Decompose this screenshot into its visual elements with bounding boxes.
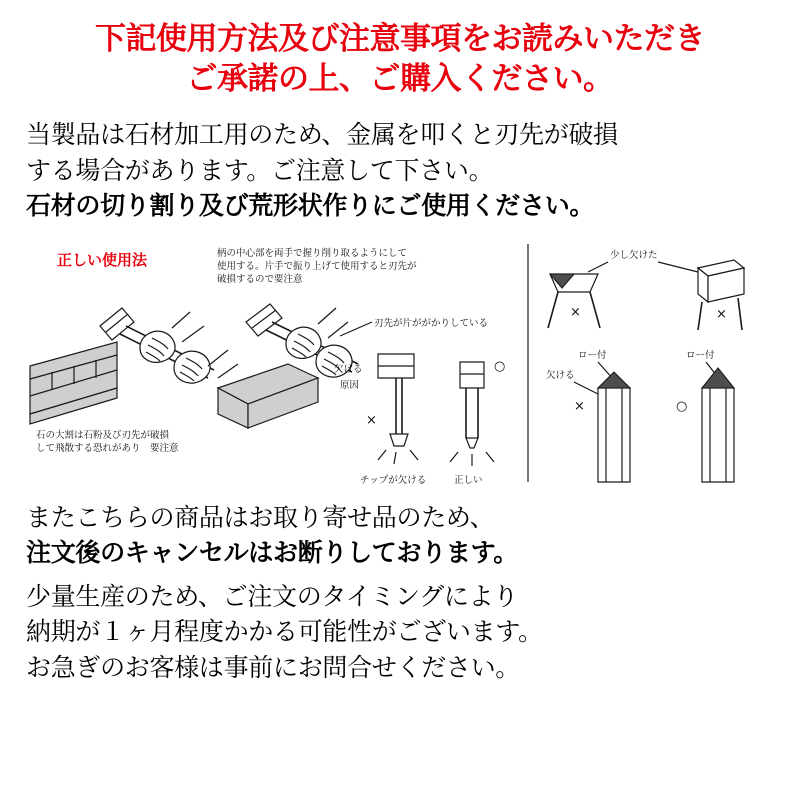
label-chips-right: 欠ける <box>546 369 575 381</box>
illus-left-title: 正しい使用法 <box>57 250 148 269</box>
notice-mid-line-1: またこちらの商品はお取り寄せ品のため、 <box>26 502 495 532</box>
caption-correct: 正しい <box>454 474 483 486</box>
notice-top-line-2: する場合があります。ご注意して下さい。 <box>26 155 494 185</box>
chisel-tip-wrong <box>598 372 630 482</box>
illus-note-bottom-2: して飛散する恐れがあり 要注意 <box>36 442 179 454</box>
hammer-wrong <box>378 354 418 464</box>
notice-bottom-line-1: 少量生産のため、ご注文のタイミングにより <box>26 581 519 611</box>
illus-note-bottom-1: 石の大割は石粉及び刃先が破損 <box>36 429 170 441</box>
label-low-weld-2: ロー付 <box>686 349 715 361</box>
mark-wrong-right-1: × <box>570 304 581 320</box>
stone-slab <box>30 342 117 424</box>
hammer-with-hands-left <box>100 308 238 383</box>
notice-bottom-line-3: お急ぎのお客様は事前にお問合せください。 <box>26 652 521 682</box>
usage-illustration-svg <box>22 238 778 490</box>
label-low-weld-1: ロー付 <box>578 349 607 361</box>
page-title <box>0 0 800 103</box>
mark-wrong-left: × <box>366 412 377 428</box>
mark-right-left: ○ <box>494 358 506 374</box>
chisel-tip-correct <box>702 368 734 482</box>
notice-mid-line-2: 注文後のキャンセルはお断りしております。 <box>26 538 519 568</box>
notice-mid <box>0 490 800 571</box>
caption-chip-break: チップが欠ける <box>360 474 427 486</box>
mark-wrong-right-2: × <box>716 306 727 322</box>
notice-bottom-line-2: 納期が１ヶ月程度かかる可能性がございます。 <box>26 617 543 647</box>
headline-line-2: ご承諾の上、ご購入ください。 <box>186 60 614 97</box>
label-small-chip: 少し欠けた <box>610 249 658 261</box>
caption-cause-1: 欠ける <box>334 363 363 375</box>
stone-block-middle <box>218 364 318 428</box>
headline-line-1: 下記使用方法及び注意事項をお読みいただき <box>95 21 705 57</box>
notice-bottom <box>0 571 800 686</box>
illus-note-top-2: 使用する。片手で振り上げて使用すると刃先が <box>217 260 417 272</box>
illus-note-top-1: 柄の中心部を両手で握り削り取るようにして <box>217 247 408 259</box>
mark-wrong-right-3: × <box>574 398 585 414</box>
chisel-correct <box>450 362 494 466</box>
illus-note-top-3: 破損するので要注意 <box>217 273 303 285</box>
notice-top <box>0 103 800 224</box>
notice-top-line-1: 当製品は石材加工用のため、金属を叩くと刃先が破損 <box>26 120 618 150</box>
caption-cause-2: 原因 <box>340 379 360 391</box>
mark-right-right: ○ <box>676 398 688 414</box>
usage-illustration <box>22 238 778 490</box>
caption-chipped-edge: 刃先が片ががかりしている <box>374 317 489 329</box>
notice-top-line-3: 石材の切り割り及び荒形状作りにご使用ください。 <box>26 191 595 221</box>
